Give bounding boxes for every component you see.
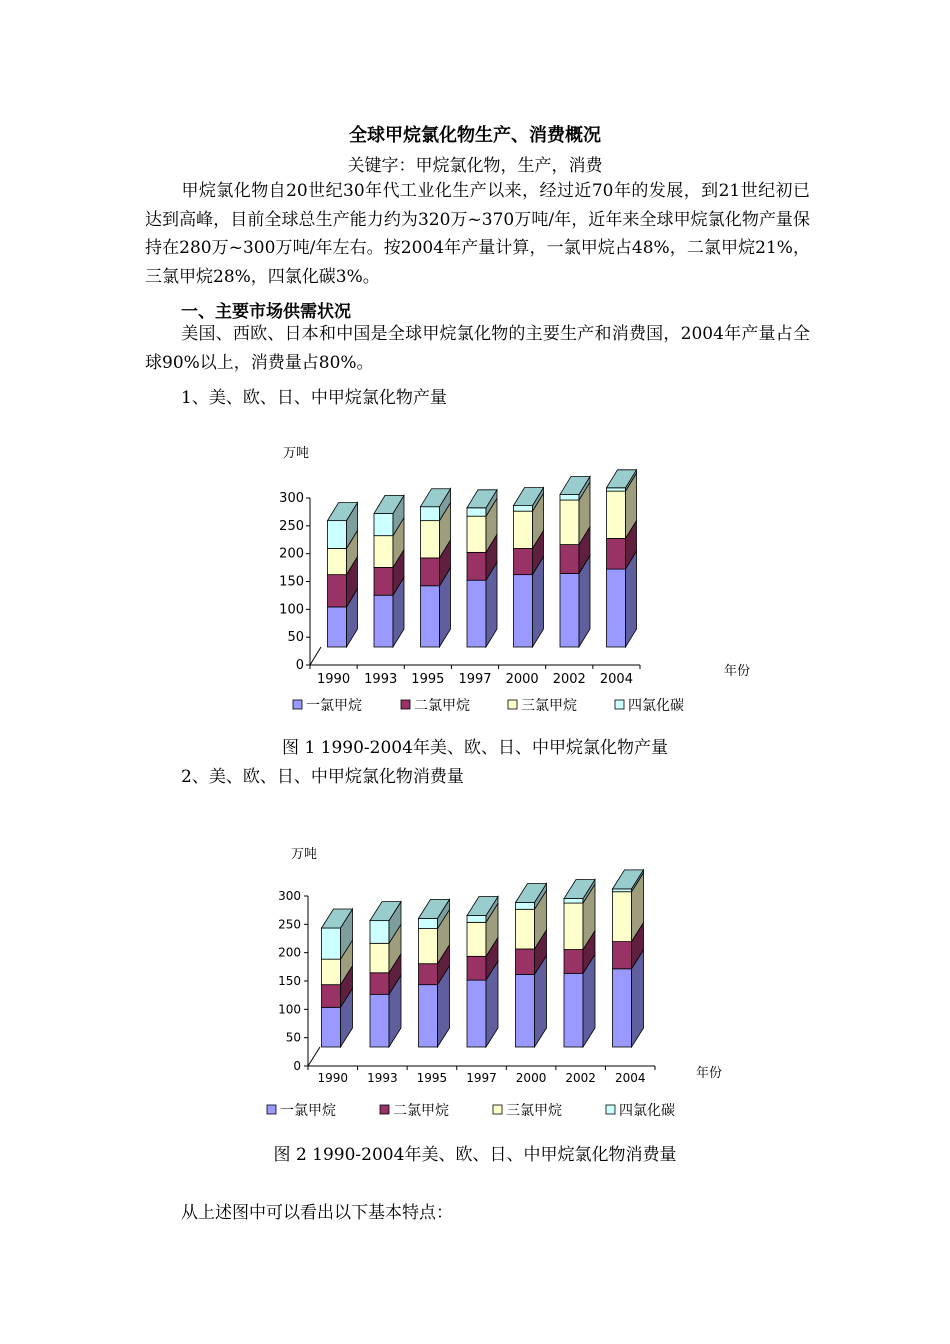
x-tick-label: 1990 (317, 1071, 349, 1085)
bar-segment (613, 889, 632, 892)
bar-segment (516, 909, 535, 949)
x-tick-label: 1995 (416, 1071, 448, 1085)
y-axis-label: 万吨 (283, 446, 310, 461)
bar-segment (613, 892, 632, 942)
floor-edge-line (308, 1047, 320, 1066)
section1-text: 美国、西欧、日本和中国是全球甲烷氯化物的主要生产和消费国，2004年产量占全球90%以上，消费量占80%。 (145, 324, 810, 373)
x-tick-label: 2002 (565, 1071, 596, 1085)
y-tick-label: 50 (287, 630, 304, 646)
y-tick-label: 150 (279, 574, 304, 590)
y-tick-label: 50 (285, 1030, 301, 1045)
x-axis-label: 年份 (723, 664, 751, 679)
legend-label: 三氯甲烷 (521, 698, 577, 714)
y-tick-label: 200 (278, 945, 301, 960)
x-tick-label: 2002 (552, 672, 586, 687)
bar-segment (322, 928, 341, 959)
legend-swatch (380, 1105, 389, 1114)
bar-segment (322, 985, 341, 1008)
y-tick-label: 250 (279, 518, 304, 534)
bar-segment (322, 959, 341, 985)
bar-segment (613, 942, 632, 969)
figure2-caption: 图 2 1990-2004年美、欧、日、中甲烷氯化物消费量 (273, 1145, 677, 1165)
bar-segment (419, 929, 438, 964)
bar-segment (564, 950, 583, 974)
bar-segment (467, 956, 486, 980)
bar-segment (467, 980, 486, 1047)
x-tick-label: 1997 (458, 672, 492, 687)
section1-heading: 一、主要市场供需状况 (181, 302, 351, 322)
y-tick-label: 0 (293, 1059, 301, 1073)
legend-swatch (606, 1105, 615, 1114)
y-tick-label: 100 (278, 1002, 301, 1017)
closing-sentence: 从上述图中可以看出以下基本特点： (181, 1203, 453, 1223)
x-tick-label: 1990 (317, 672, 351, 687)
bar-segment (516, 903, 535, 910)
bar-segment (370, 921, 389, 944)
bar-segment (370, 943, 389, 972)
y-tick-label: 300 (279, 491, 304, 506)
bar-segment (516, 974, 535, 1047)
x-tick-label: 2004 (599, 672, 633, 687)
x-tick-label: 1993 (367, 1071, 398, 1085)
bar-segment (564, 899, 583, 904)
x-tick-label: 1995 (411, 672, 445, 687)
x-tick-label: 1993 (364, 672, 398, 687)
bar-segment (613, 969, 632, 1047)
subheading-production: 1、美、欧、日、中甲烷氯化物产量 (181, 388, 447, 408)
y-tick-label: 200 (279, 546, 304, 562)
legend-label: 二氯甲烷 (414, 698, 470, 714)
legend-label: 四氯化碳 (628, 698, 684, 714)
y-tick-label: 150 (278, 974, 301, 988)
bar-segment (370, 994, 389, 1047)
y-tick-label: 0 (295, 658, 304, 673)
bar-segment (467, 916, 486, 923)
bar-segment (564, 903, 583, 949)
y-tick-label: 300 (278, 889, 301, 903)
x-axis-label: 年份 (695, 1066, 723, 1081)
subheading-consumption: 2、美、欧、日、中甲烷氯化物消费量 (181, 767, 464, 787)
bar-segment (564, 973, 583, 1047)
legend-label: 四氯化碳 (619, 1103, 675, 1119)
legend-swatch (267, 1105, 276, 1114)
bar-segment (322, 1007, 341, 1047)
x-tick-label: 1997 (466, 1071, 497, 1085)
y-tick-label: 100 (279, 602, 304, 618)
y-axis-label: 万吨 (291, 847, 318, 862)
keywords-line: 关键字：甲烷氯化物，生产，消费 (347, 156, 603, 176)
legend-label: 一氯甲烷 (280, 1103, 336, 1119)
bar-segment (516, 949, 535, 975)
x-tick-label: 2004 (614, 1071, 646, 1085)
y-tick-label: 250 (278, 917, 301, 932)
legend-label: 二氯甲烷 (393, 1103, 449, 1119)
document-title: 全球甲烷氯化物生产、消费概况 (349, 125, 601, 146)
figure1-caption: 图 1 1990-2004年美、欧、日、中甲烷氯化物产量 (282, 738, 668, 758)
bar-segment (419, 964, 438, 985)
bar-segment (370, 973, 389, 995)
legend-label: 一氯甲烷 (306, 698, 362, 714)
bar-segment (419, 918, 438, 928)
bar-segment (419, 985, 438, 1047)
intro-text: 甲烷氯化物自20世纪30年代工业化生产以来，经过近70年的发展，到21世纪初已达到高峰，目前全球总生产能力约为320万~370万吨/年，近年来全球甲烷氯化物产量保持在280万~300万吨/年左右。按2004年产量计算，一氯甲烷占48%，二氯甲烷21%，三氯甲烷28%，四氯化碳3%。 (145, 181, 810, 287)
x-tick-label: 2000 (505, 672, 539, 687)
bar-segment (467, 922, 486, 956)
x-tick-label: 2000 (515, 1071, 547, 1085)
legend-label: 三氯甲烷 (506, 1103, 562, 1119)
legend-swatch (493, 1105, 502, 1114)
